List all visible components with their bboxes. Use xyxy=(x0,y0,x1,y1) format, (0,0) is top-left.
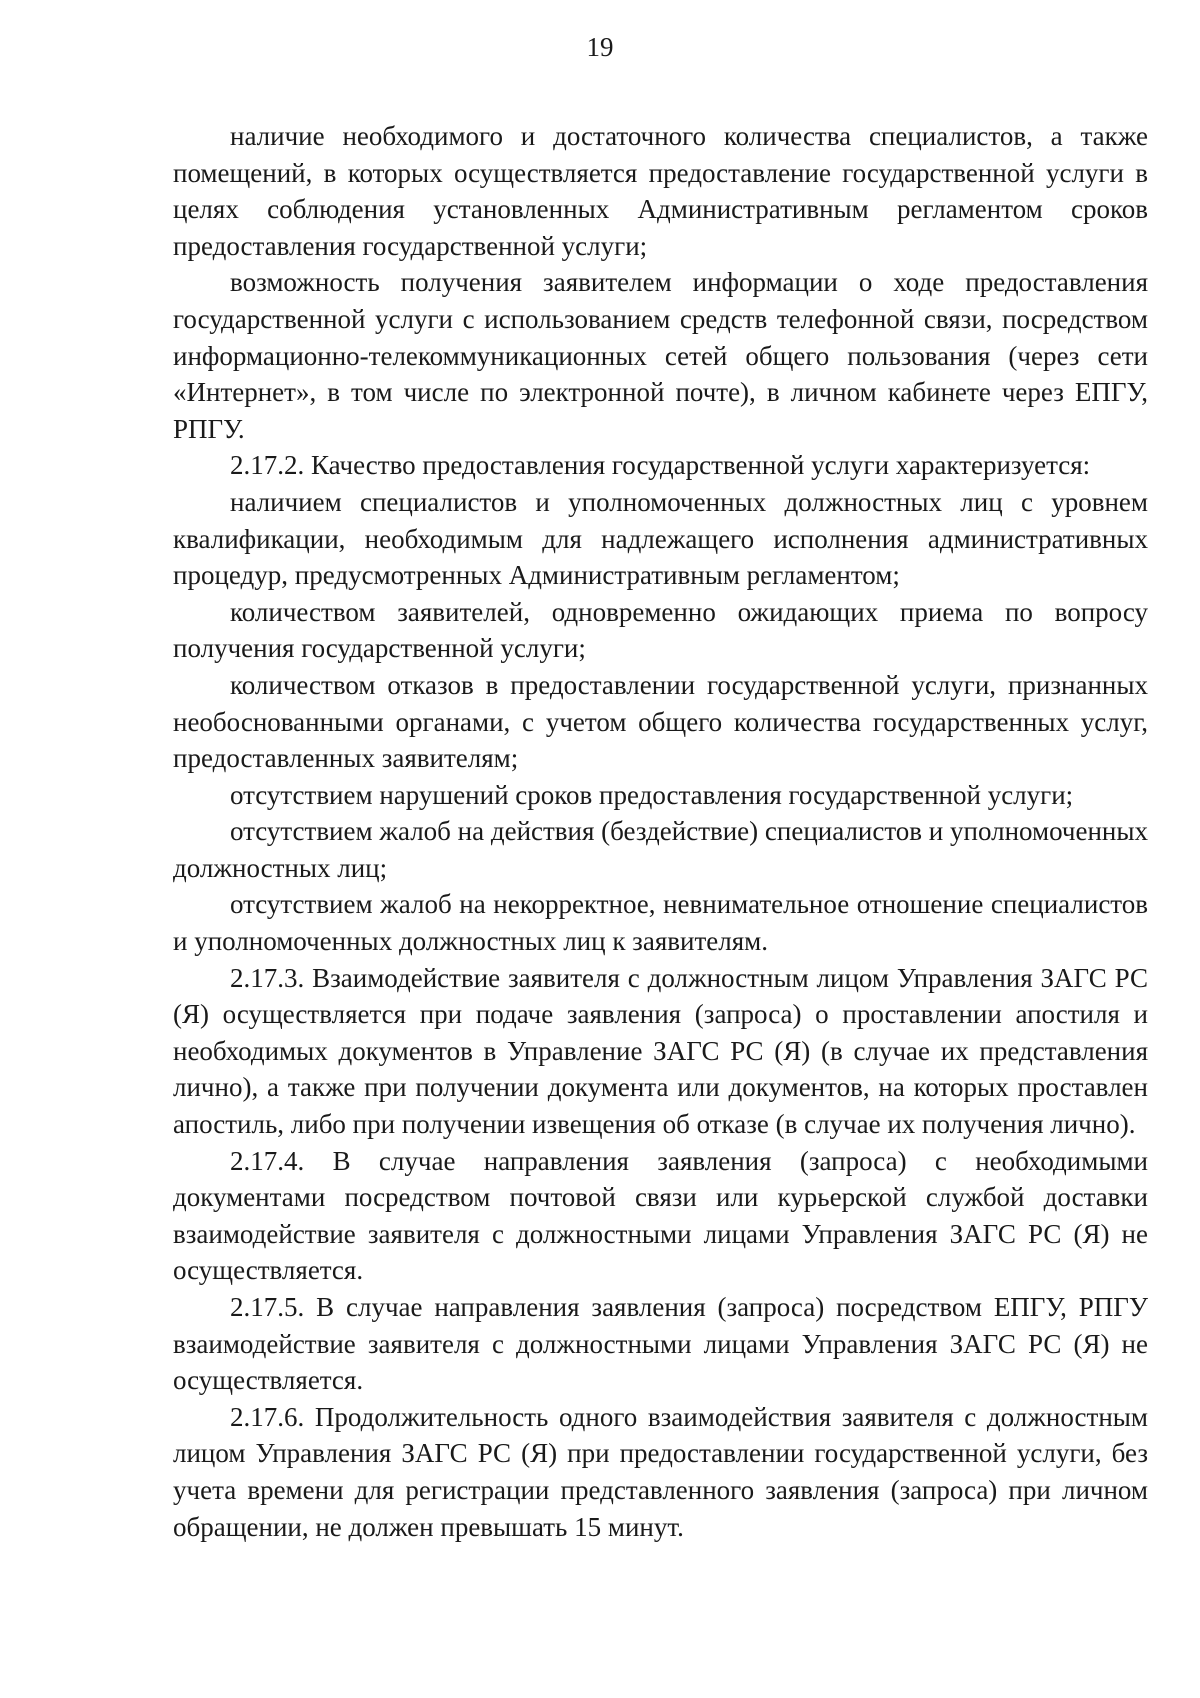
paragraph-waiting-applicants: количеством заявителей, одновременно ожидающих приема по вопросу получения государственной услуги; xyxy=(173,596,1148,664)
paragraph-staff-and-premises: наличие необходимого и достаточного количества специалистов, а также помещений, в которых осуществляется предоставление государственной услуги в целях соблюдения установленных Административным регламентом сроков предоставления государственной услуги; xyxy=(173,121,1148,261)
paragraph-no-complaints-attitude: отсутствием жалоб на некорректное, невнимательное отношение специалистов и уполномоченных должностных лиц к заявителям. xyxy=(173,889,1148,957)
paragraph-progress-information: возможность получения заявителем информации о ходе предоставления государственной услуги с использованием средств телефонной связи, посредством информационно-телекоммуникационных сетей общего пользования (через сети «Интернет», в том числе по электронной почте), в личном кабинете через ЕПГУ, РПГУ. xyxy=(173,267,1148,444)
paragraph-unjustified-refusals: количеством отказов в предоставлении государственной услуги, признанных необоснованными органами, с учетом общего количества государственных услуг, предоставленных заявителям; xyxy=(173,669,1148,774)
document-body xyxy=(173,118,1148,1545)
paragraph-qualified-staff: наличием специалистов и уполномоченных должностных лиц с уровнем квалификации, необходимым для надлежащего исполнения административных процедур, предусмотренных Административным регламентом; xyxy=(173,486,1148,591)
paragraph-2-17-3: 2.17.3. Взаимодействие заявителя с должностным лицом Управления ЗАГС РС (Я) осуществляется при подаче заявления (запроса) о проставлении апостиля и необходимых документов в Управление ЗАГС РС (Я) (в случае их представления лично), а также при получении документа или документов, на которых проставлен апостиль, либо при получении извещения об отказе (в случае их получения лично). xyxy=(173,962,1148,1140)
paragraph-no-deadline-violations: отсутствием нарушений сроков предоставления государственной услуги; xyxy=(230,779,1074,810)
paragraph-2-17-5: 2.17.5. В случае направления заявления (запроса) посредством ЕПГУ, РПГУ взаимодействие заявителя с должностными лицами Управления ЗАГС РС (Я) не осуществляется. xyxy=(173,1292,1148,1396)
paragraph-2-17-2-heading: 2.17.2. Качество предоставления государственной услуги характеризуется: xyxy=(230,450,1091,481)
paragraph-2-17-4: 2.17.4. В случае направления заявления (запроса) с необходимыми документами посредством почтовой связи или курьерской службой доставки взаимодействие заявителя с должностными лицами Управления ЗАГС РС (Я) не осуществляется. xyxy=(173,1145,1148,1286)
paragraph-no-complaints-actions: отсутствием жалоб на действия (бездействие) специалистов и уполномоченных должностных лиц; xyxy=(173,816,1148,883)
page-number: 19 xyxy=(586,32,614,62)
paragraph-2-17-6: 2.17.6. Продолжительность одного взаимодействия заявителя с должностным лицом Управления ЗАГС РС (Я) при предоставлении государственной услуги, без учета времени для регистрации представленного заявления (запроса) при личном обращении, не должен превышать 15 минут. xyxy=(173,1401,1148,1542)
